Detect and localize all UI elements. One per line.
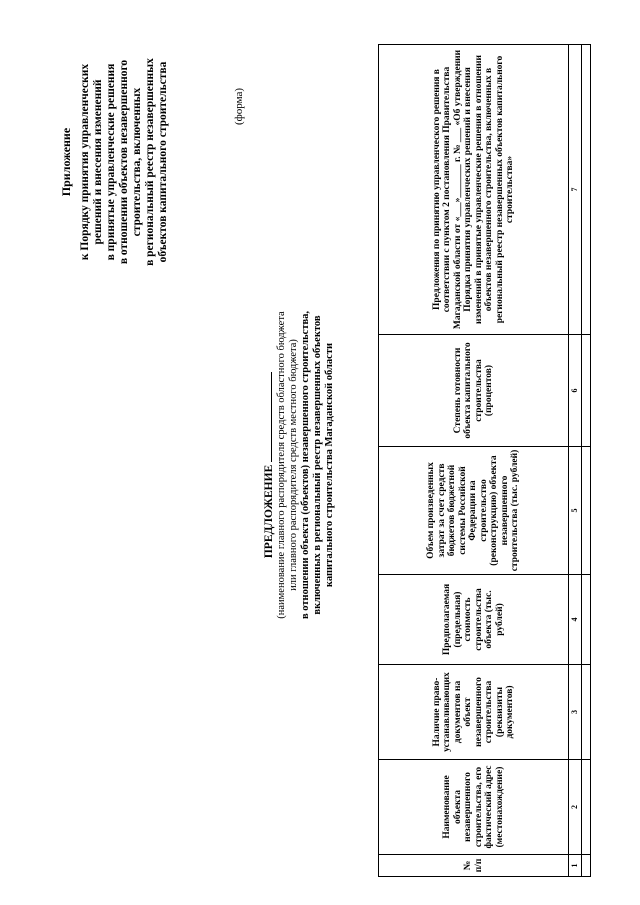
proposal-block bbox=[262, 255, 336, 675]
proposal-heading: ПРЕДЛОЖЕНИЕ bbox=[263, 464, 275, 559]
appendix-line: в отношении объектов незавершенного bbox=[118, 59, 130, 265]
header-decision-proposals: Предложения по принятию управленческого решения в соответствии с пунктом 2 постановления Правительства Магаданской области от «___»_______ г. № ___ «Об утверждении Порядка принятия управленческих решений и внесения изменений в принятые управленческие решения в отношении объектов незавершенного строительства, включенных в региональный реестр незавершенных объектов капитального строительства» bbox=[379, 45, 569, 335]
proposal-heading-row bbox=[262, 255, 275, 675]
column-number: 3 bbox=[569, 665, 582, 760]
header-title-documents: Наличие право-устанавливающих документов на объект незавершенного строительства (реквизиты документов) bbox=[379, 665, 569, 760]
appendix-line: строительства, включенных bbox=[131, 87, 143, 237]
proposal-blank-line bbox=[262, 372, 272, 462]
table-cell bbox=[582, 760, 591, 855]
table-header-row bbox=[379, 45, 569, 877]
appendix-title: Приложение bbox=[59, 127, 73, 197]
table-cell bbox=[582, 665, 591, 760]
column-number: 2 bbox=[569, 760, 582, 855]
column-number: 7 bbox=[569, 45, 582, 335]
table-cell bbox=[582, 335, 591, 447]
form-label: (форма) bbox=[233, 87, 245, 125]
proposal-line: включенных в региональный реестр незавершенных объектов bbox=[312, 315, 323, 615]
proposal-line: (наименование главного распорядителя средств областного бюджета bbox=[276, 311, 287, 619]
proposal-table bbox=[378, 44, 591, 877]
appendix-line: в принятые управленческие решения bbox=[105, 63, 117, 261]
table-cell bbox=[582, 575, 591, 665]
column-number: 1 bbox=[569, 855, 582, 877]
appendix-block bbox=[60, 47, 170, 277]
proposal-line: в отношении объекта (объектов) незавершенного строительства, bbox=[300, 310, 311, 620]
proposal-line: капитального строительства Магаданской области bbox=[324, 342, 335, 588]
table-cell bbox=[582, 447, 591, 575]
column-number: 6 bbox=[569, 335, 582, 447]
appendix-line: объектов капитального строительства bbox=[157, 61, 169, 263]
proposal-line: или главного распорядителя средств местного бюджета) bbox=[288, 339, 299, 591]
appendix-line: решений и внесения изменений bbox=[92, 79, 104, 245]
column-number: 5 bbox=[569, 447, 582, 575]
table-cell bbox=[582, 45, 591, 335]
header-object-name: Наименование объекта незавершенного строительства, его фактический адрес (местонахождение) bbox=[379, 760, 569, 855]
column-number: 4 bbox=[569, 575, 582, 665]
header-readiness-degree: Степень готовности объекта капитального строительства (процентов) bbox=[379, 335, 569, 447]
header-estimated-cost: Предполагаемая (предельная) стоимость строительства объекта (тыс. рублей) bbox=[379, 575, 569, 665]
header-number: № п/п bbox=[379, 855, 569, 877]
table-cell bbox=[582, 855, 591, 877]
header-expenses-volume: Объем произведенных затрат за счет средств бюджетов бюджетной системы Российской Федерации на строительство (реконструкцию) объекта незавершенного строительства (тыс. рублей) bbox=[379, 447, 569, 575]
appendix-line: в региональный реестр незавершенных bbox=[144, 58, 156, 266]
table-row bbox=[582, 45, 591, 877]
appendix-line: к Порядку принятия управленческих bbox=[79, 63, 91, 261]
column-number-row bbox=[569, 45, 582, 877]
